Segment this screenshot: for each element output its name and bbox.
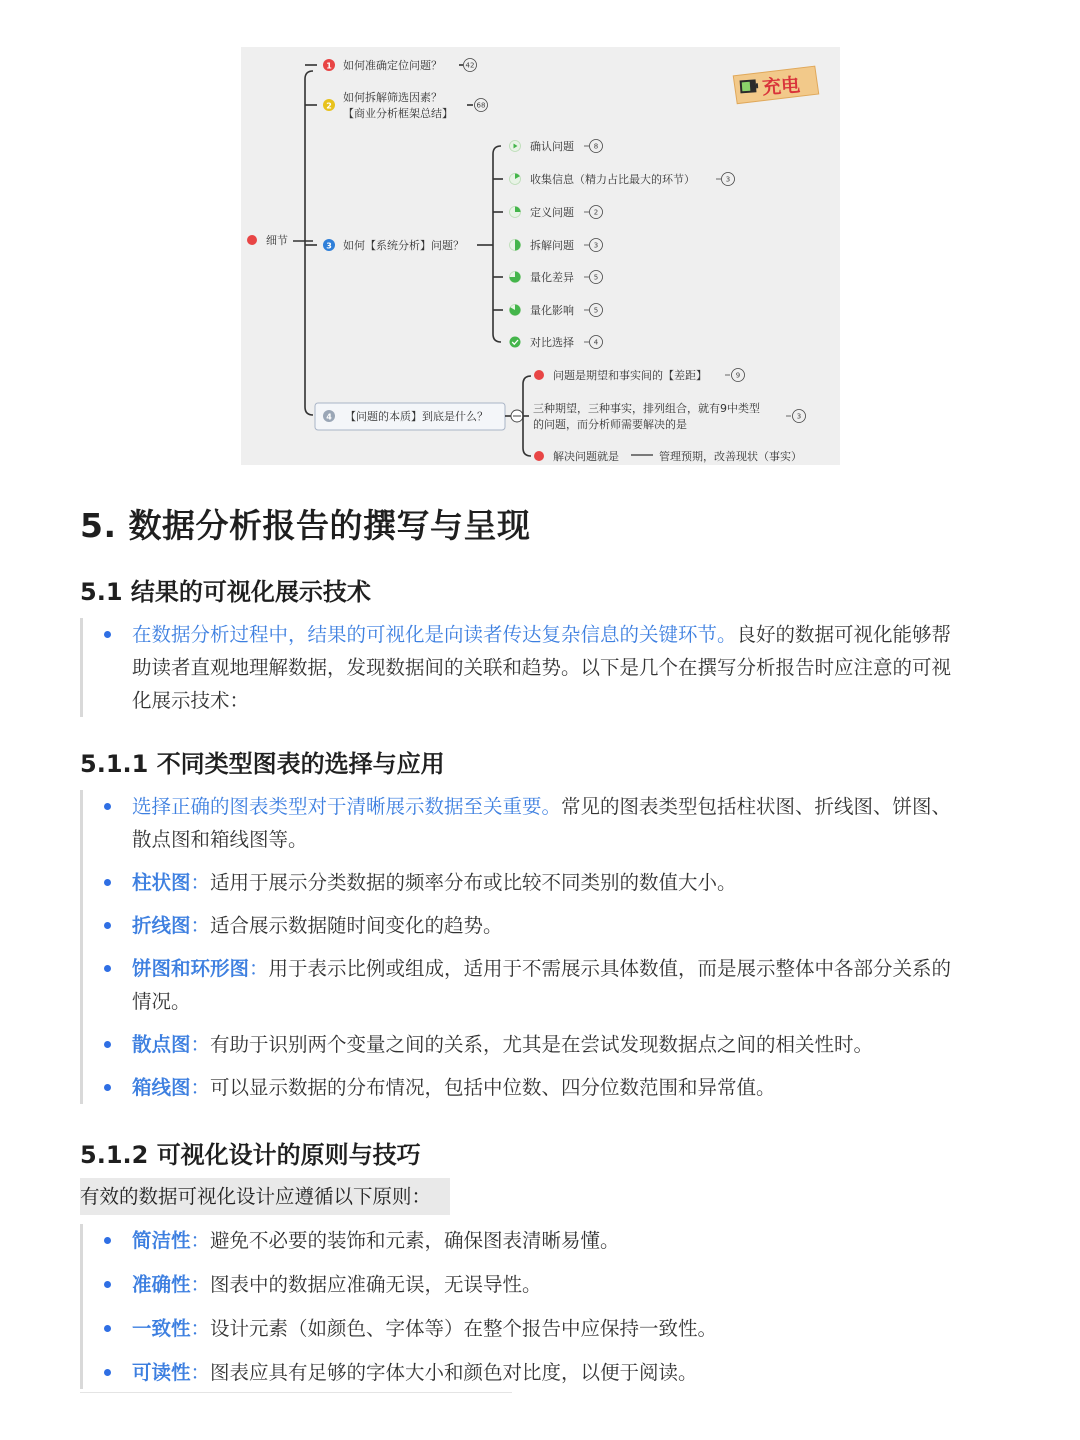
child-3-1-label: 收集信息（精力占比最大的环节） — [530, 173, 695, 186]
section-5-1-2-quote — [80, 1224, 1000, 1389]
child-4-2-label-a: 解决问题就是 — [553, 450, 619, 463]
child-3-2-count: 2 — [593, 208, 599, 217]
progress-pie-3-icon — [510, 240, 521, 251]
child-4-0-label: 问题是期望和事实间的【差距】 — [553, 369, 707, 382]
progress-complete-icon — [510, 337, 521, 348]
progress-pie-0-icon — [510, 141, 521, 152]
child-4-1-label-line1: 三种期望，三种事实，排列组合，就有9中类型 — [533, 402, 760, 415]
section-5-title: 5. 数据分析报告的撰写与呈现 — [80, 506, 531, 545]
progress-pie-1-icon — [510, 174, 521, 185]
child-3-6-count: 4 — [593, 338, 599, 347]
child-4-1-count: 3 — [796, 412, 802, 421]
child-4-0-dot — [534, 370, 544, 380]
child-3-4-count: 5 — [593, 273, 599, 282]
root-dot — [247, 235, 257, 245]
child-3-4-label: 量化差异 — [530, 271, 574, 284]
mindmap-image — [241, 47, 840, 465]
child-3-1-count: 3 — [725, 175, 731, 184]
root-label: 细节 — [266, 234, 288, 247]
list-item: 选择正确的图表类型对于清晰展示数据至关重要。常见的图表类型包括柱状图、折线图、饼图、 散点图和箱线图等。 — [83, 790, 1000, 856]
branch-1-count: 42 — [465, 61, 475, 70]
child-4-1-label-line2: 的问题，而分析师需要解决的是 — [533, 418, 687, 431]
list-item: 箱线图：可以显示数据的分布情况，包括中位数、四分位数范围和异常值。 — [83, 1071, 1000, 1104]
branch-4-num: 4 — [326, 412, 332, 422]
child-3-5-count: 5 — [593, 306, 599, 315]
child-3-0-count: 8 — [593, 142, 599, 151]
section-5-1-quote — [80, 618, 1000, 717]
branch-2-label-line2: 【商业分析框架总结】 — [343, 107, 453, 120]
list-item: 准确性：图表中的数据应准确无误，无误导性。 — [83, 1268, 1000, 1301]
list-item: 柱状图：适用于展示分类数据的频率分布或比较不同类别的数值大小。 — [83, 866, 1000, 899]
child-3-5-label: 量化影响 — [530, 304, 574, 317]
branch-2-num: 2 — [326, 101, 332, 111]
principles-intro: 有效的数据可视化设计应遵循以下原则： — [80, 1178, 450, 1215]
list-item: 散点图：有助于识别两个变量之间的关系，尤其是在尝试发现数据点之间的相关性时。 — [83, 1028, 1000, 1061]
progress-pie-2-icon — [510, 207, 521, 218]
stamp-text: 充电 — [761, 74, 801, 99]
branch-4-label: 【问题的本质】到底是什么？ — [345, 410, 488, 423]
branch-1-num: 1 — [326, 61, 332, 71]
child-3-0-label: 确认问题 — [530, 140, 574, 153]
branch-2-label-line1: 如何拆解筛选因素？ — [343, 91, 442, 104]
list-item: 可读性：图表应具有足够的字体大小和颜色对比度，以便于阅读。 — [83, 1356, 1000, 1389]
section-5-1-1-heading: 5.1.1 不同类型图表的选择与应用 — [80, 750, 445, 778]
list-item: 折线图：适合展示数据随时间变化的趋势。 — [83, 909, 1000, 942]
list-item: 饼图和环形图：用于表示比例或组成，适用于不需展示具体数值，而是展示整体中各部分关系的 情况。 — [83, 952, 1000, 1018]
child-3-6-label: 对比选择 — [530, 336, 574, 349]
child-3-2-label: 定义问题 — [530, 206, 574, 219]
highlight-text: 选择正确的图表类型对于清晰展示数据至关重要。 — [132, 795, 562, 818]
charging-stamp-icon — [729, 64, 821, 106]
progress-pie-4-icon — [510, 272, 521, 283]
progress-pie-5-icon — [509, 305, 520, 316]
branch-3-num: 3 — [326, 241, 332, 251]
bottom-divider — [80, 1392, 512, 1393]
mindmap-svg — [241, 47, 840, 465]
child-4-0-count: 9 — [735, 371, 741, 380]
branch-1-label: 如何准确定位问题？ — [343, 59, 442, 72]
child-4-2-label-b: 管理预期，改善现状（事实） — [659, 450, 802, 463]
list-item: 在数据分析过程中，结果的可视化是向读者传达复杂信息的关键环节。良好的数据可视化能够帮 助读者直观地理解数据，发现数据间的关联和趋势。以下是几个在撰写分析报告时应注意的可视 化展示技术： — [83, 618, 1000, 717]
highlight-text: 在数据分析过程中，结果的可视化是向读者传达复杂信息的关键环节。 — [132, 623, 737, 646]
child-3-3-count: 3 — [593, 241, 599, 250]
branch-2-count: 68 — [476, 101, 486, 110]
section-5-1-2-heading: 5.1.2 可视化设计的原则与技巧 — [80, 1141, 421, 1169]
section-5-1-1-quote — [80, 790, 1000, 1104]
branch-3-label: 如何【系统分析】问题？ — [343, 239, 464, 252]
list-item: 简洁性：避免不必要的装饰和元素，确保图表清晰易懂。 — [83, 1224, 1000, 1257]
child-4-2-dot — [534, 451, 544, 461]
child-3-3-label: 拆解问题 — [530, 239, 574, 252]
list-item: 一致性：设计元素（如颜色、字体等）在整个报告中应保持一致性。 — [83, 1312, 1000, 1345]
section-5-1-heading: 5.1 结果的可视化展示技术 — [80, 578, 371, 606]
